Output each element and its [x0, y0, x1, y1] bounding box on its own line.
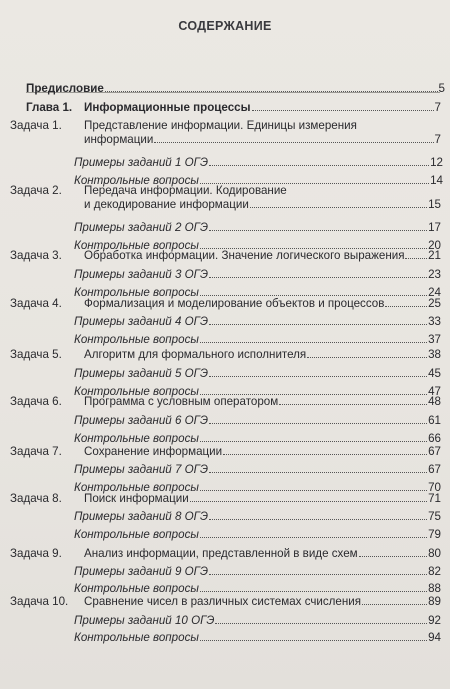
page-number: 88 — [428, 582, 441, 595]
entry-title: Контрольные вопросы — [74, 286, 199, 299]
subentry-row — [74, 432, 441, 446]
entry-title: Контрольные вопросы — [74, 174, 199, 187]
page-number: 94 — [428, 631, 441, 644]
chapter-number: Глава 1. — [26, 101, 73, 114]
page-number: 7 — [434, 101, 441, 114]
page-title: СОДЕРЖАНИЕ — [178, 19, 272, 33]
toc-row — [84, 198, 441, 212]
page-number: 67 — [428, 445, 441, 458]
entry-title: Контрольные вопросы — [74, 333, 199, 346]
entry-title: Примеры заданий 10 ОГЭ — [74, 614, 215, 627]
subentry-row — [74, 156, 443, 170]
page-number: 38 — [428, 348, 441, 361]
entry-title: Алгоритм для формального исполнителя — [84, 348, 307, 361]
entry-title: Контрольные вопросы — [74, 239, 199, 252]
entry-title: Примеры заданий 9 ОГЭ — [74, 565, 208, 578]
subentry-row — [74, 268, 441, 282]
entry-title: Предисловие — [26, 82, 104, 95]
dot-leader — [209, 375, 427, 377]
entry-title: Примеры заданий 5 ОГЭ — [74, 367, 208, 380]
entry-title: Примеры заданий 8 ОГЭ — [74, 510, 208, 523]
page-number: 79 — [428, 528, 441, 541]
subentry-row — [74, 333, 441, 347]
entry-title: Контрольные вопросы — [74, 385, 199, 398]
entry-title: Примеры заданий 6 ОГЭ — [74, 414, 208, 427]
toc-row — [84, 547, 441, 561]
subentry-row — [74, 582, 441, 596]
subentry-row — [74, 510, 441, 524]
dot-leader — [307, 356, 427, 358]
dot-leader — [209, 573, 427, 575]
dot-leader — [200, 294, 427, 296]
page-number: 89 — [428, 595, 441, 608]
page-number: 47 — [428, 385, 441, 398]
dot-leader — [154, 141, 433, 143]
task-number: Задача 1. — [10, 119, 62, 132]
dot-leader — [200, 536, 427, 538]
dot-leader — [209, 323, 427, 325]
entry-title: Контрольные вопросы — [74, 481, 199, 494]
task-number: Задача 9. — [10, 547, 62, 560]
page-number: 67 — [428, 463, 441, 476]
task-number: Задача 3. — [10, 249, 62, 262]
page-number: 80 — [428, 547, 441, 560]
dot-leader — [200, 590, 427, 592]
page-number: 14 — [430, 174, 443, 187]
task-number: Задача 6. — [10, 395, 62, 408]
entry-title: Примеры заданий 1 ОГЭ — [74, 156, 208, 169]
toc-row — [26, 82, 445, 96]
dot-leader — [209, 471, 427, 473]
toc-row — [84, 133, 441, 147]
dot-leader — [200, 639, 427, 641]
task-number: Задача 10. — [10, 595, 69, 608]
toc-row — [84, 249, 441, 263]
toc-row — [84, 101, 441, 115]
task-number: Задача 8. — [10, 492, 62, 505]
dot-leader — [209, 276, 427, 278]
page-number: 17 — [428, 221, 441, 234]
subentry-row — [74, 631, 441, 645]
entry-title: Примеры заданий 2 ОГЭ — [74, 221, 208, 234]
page-number: 5 — [438, 82, 445, 95]
dot-leader — [223, 453, 427, 455]
dot-leader — [405, 257, 427, 259]
subentry-row — [74, 565, 441, 579]
dot-leader — [279, 403, 427, 405]
task-number: Задача 5. — [10, 348, 62, 361]
subentry-row — [74, 614, 441, 628]
page-number: 15 — [428, 198, 441, 211]
toc-row — [84, 297, 441, 311]
toc-row — [84, 445, 441, 459]
page-number: 37 — [428, 333, 441, 346]
page-number: 23 — [428, 268, 441, 281]
dot-leader — [209, 229, 427, 231]
task-number: Задача 4. — [10, 297, 62, 310]
page-number: 48 — [428, 395, 441, 408]
toc-row — [84, 595, 441, 609]
page-number: 21 — [428, 249, 441, 262]
page-number: 61 — [428, 414, 441, 427]
entry-title: Примеры заданий 7 ОГЭ — [74, 463, 208, 476]
dot-leader — [209, 518, 427, 520]
dot-leader — [105, 90, 438, 92]
dot-leader — [250, 206, 427, 208]
page-number: 7 — [434, 133, 441, 146]
page-number: 71 — [428, 492, 441, 505]
entry-title: Контрольные вопросы — [74, 582, 199, 595]
entry-title: Анализ информации, представленной в виде схем — [84, 547, 358, 560]
dot-leader — [190, 500, 427, 502]
dot-leader — [385, 305, 427, 307]
entry-title: Контрольные вопросы — [74, 631, 199, 644]
toc-row — [84, 395, 441, 409]
toc-row — [84, 348, 441, 362]
subentry-row — [74, 463, 441, 477]
entry-title: Примеры заданий 4 ОГЭ — [74, 315, 208, 328]
entry-title: Примеры заданий 3 ОГЭ — [74, 268, 208, 281]
entry-title: Контрольные вопросы — [74, 528, 199, 541]
page-number: 20 — [428, 239, 441, 252]
page-number: 12 — [430, 156, 443, 169]
subentry-row — [74, 367, 441, 381]
dot-leader — [215, 622, 427, 624]
entry-title-line1: Представление информации. Единицы измерения — [84, 119, 357, 132]
entry-title: Поиск информации — [84, 492, 189, 505]
dot-leader — [209, 422, 427, 424]
page-number: 92 — [428, 614, 441, 627]
page-number: 33 — [428, 315, 441, 328]
dot-leader — [252, 109, 434, 111]
dot-leader — [209, 164, 429, 166]
dot-leader — [200, 489, 427, 491]
subentry-row — [74, 315, 441, 329]
dot-leader — [200, 440, 427, 442]
page-number: 70 — [428, 481, 441, 494]
entry-title: информации — [84, 133, 154, 146]
toc-row — [84, 492, 441, 506]
page-number: 75 — [428, 510, 441, 523]
entry-title: Сохранение информации — [84, 445, 223, 458]
subentry-row — [74, 528, 441, 542]
entry-title: Формализация и моделирование объектов и процессов — [84, 297, 385, 310]
entry-title: Обработка информации. Значение логического выражения — [84, 249, 405, 262]
subentry-row — [74, 414, 441, 428]
dot-leader — [362, 603, 427, 605]
subentry-row — [74, 221, 441, 235]
page-number: 66 — [428, 432, 441, 445]
task-number: Задача 7. — [10, 445, 62, 458]
entry-title: Контрольные вопросы — [74, 432, 199, 445]
entry-title: и декодирование информации — [84, 198, 249, 211]
page-number: 24 — [428, 286, 441, 299]
dot-leader — [359, 555, 427, 557]
page-number: 25 — [428, 297, 441, 310]
entry-title: Информационные процессы — [84, 101, 251, 114]
dot-leader — [200, 341, 427, 343]
page-number: 82 — [428, 565, 441, 578]
entry-title-line1: Передача информации. Кодирование — [84, 184, 287, 197]
task-number: Задача 2. — [10, 184, 62, 197]
page-number: 45 — [428, 367, 441, 380]
entry-title: Программа с условным оператором — [84, 395, 279, 408]
entry-title: Сравнение чисел в различных системах счисления — [84, 595, 362, 608]
